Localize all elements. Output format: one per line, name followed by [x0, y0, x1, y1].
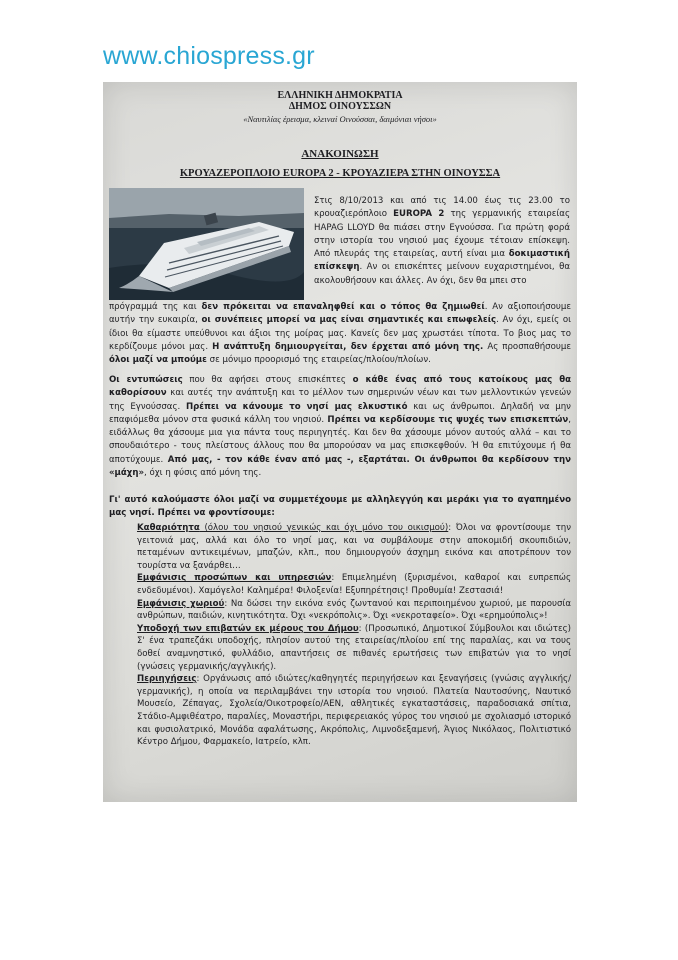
- emphasis: δεν πρόκειται να επαναληφθεί και ο τόπος θα ζημιωθεί: [201, 302, 485, 312]
- announcement-title: ΑΝΑΚΟΙΝΩΣΗ: [301, 148, 379, 160]
- emphasis: όλοι μαζί να μπούμε: [109, 355, 207, 366]
- text: , όχι η φύσις από μόνη της.: [144, 468, 262, 479]
- call-to-action: Γι' αυτό καλούμαστε όλοι μαζί να συμμετέχουμε με αλληλεγγύη και μεράκι για το αγαπημένο μας νησί. Πρέπει να φροντίσουμε:: [109, 495, 571, 519]
- item-text: : Επιμελημένη (ξυρισμένοι, καθαροί και ευπρεπώς ενδεδυμένοι). Χαμόγελο! Καλημέρα! Φιλοξενία! Εξυπηρέτησις! Προθυμία! Ζεστασιά!: [137, 573, 571, 596]
- announcement-photo: [103, 82, 577, 802]
- emphasis: Πρέπει να κερδίσουμε τις ψυχές των επισκεπτών: [327, 414, 569, 425]
- letterhead: [103, 90, 577, 125]
- text: που θα αφήσει στους επισκέπτες: [182, 375, 353, 385]
- paragraph-intro: [314, 195, 570, 288]
- cruise-ship-icon: [109, 188, 304, 300]
- item-text: : Να δώσει την εικόνα ενός ζωντανού και περιποιημένου χωριού, με παρουσία ανθρώπων, παιδιών, κινητικότητα. Όχι «νεκρόπολις». Όχι «νεκροταφείο». Όχι «ερημούπολις»!: [137, 598, 571, 622]
- emphasis: Πρέπει να κάνουμε το νησί μας ελκυστικό: [185, 401, 408, 412]
- letterhead-country: ΕΛΛΗΝΙΚΗ ΔΗΜΟΚΡΑΤΙΑ: [277, 90, 403, 101]
- text: της γερμανικής εταιρείας HAPAG LLOYD θα πιάσει στην Εγνούσσα. Για πρώτη φορά στην ιστορία του νησιού μας έχουμε τέτοιαν επίσκεψη. Από πλευράς της εταιρείας, αυτή είναι μια: [314, 209, 570, 260]
- emphasis: δοκιμαστική επίσκεψη: [314, 249, 570, 273]
- letterhead-motto: «Ναυτιλίας έρεισμα, κλειναί Οινούσσαι, δαιμόνιαι νήσοι»: [243, 114, 437, 124]
- letterhead-municipality: ΔΗΜΟΣ ΟΙΝΟΥΣΣΩΝ: [288, 101, 392, 112]
- task-list: [137, 522, 571, 749]
- text: . Αν οι επισκέπτες μείνουν ευχαριστημένοι, θα ακολουθήσουν και άλλες. Αν όχι, δεν θα μπει στο: [314, 262, 570, 286]
- emphasis: οι συνέπειες μπορεί να μας είναι σημαντικές και επωφελείς: [201, 315, 497, 326]
- text: , ειδάλλως θα χάσουμε μια για πάντα τους περιηγητές. Και δεν θα χάσουμε μόνον αυτούς αλλά – και το σπουδαιότερο - τους πλείστους άλλους που θα μπορούσαν να μας επισκεφθούν. Ή θα επιτύχουμε ή θα αποτύχουμε.: [109, 414, 571, 465]
- item-note: (όλου του νησιού γενικώς και όχι μόνο του οικισμού): [199, 523, 449, 533]
- list-item-appearance-people: [137, 572, 571, 597]
- list-item-reception: [137, 623, 571, 673]
- paragraph-impressions: [109, 374, 571, 480]
- site-url[interactable]: www.chiospress.gr: [103, 42, 315, 70]
- text: σε μόνιμο προορισμό της εταιρείας/πλοίου/πλοίων.: [206, 355, 431, 366]
- list-item-cleanliness: [137, 522, 571, 572]
- list-item-tours: [137, 673, 571, 749]
- item-heading: Καθαριότητα: [137, 523, 200, 533]
- text: . Αν αξιοποιήσουμε αυτήν την ευκαιρία,: [109, 302, 571, 326]
- announcement-subtitle: ΚΡΟΥΑΖΕΡΟΠΛΟΙΟ EUROPA 2 - ΚΡΟΥΑΖΙΕΡΑ ΣΤΗΝ ΟΙΝΟΥΣΣΑ: [179, 168, 501, 179]
- item-heading: Εμφάνισις προσώπων και υπηρεσιών: [137, 573, 332, 584]
- item-text: : (Προσωπικό, Δημοτικοί Σύμβουλοι και ιδιώτες) Σ' ένα τραπεζάκι υποδοχής, πλησίον αυτού της εταιρείας/πλοίου επί της παραλίας, και να τους δοθεί αναμνηστικό, φυλλάδιο, απαντήσεις σε πιθανές ερωτήσεις των επιβατών για το νησί (γνώσεις γερμανικής/αγγλικής).: [137, 623, 572, 672]
- text: πρόγραμμά της και: [109, 302, 202, 312]
- text: και αυτές την ανάπτυξη και το μέλλον των σημερινών νέων και των μελλοντικών γενεών της Εγνούσσας.: [109, 388, 571, 412]
- emphasis: Οι εντυπώσεις: [109, 375, 183, 385]
- emphasis: Η ανάπτυξη δημιουργείται, δεν έρχεται από μόνη της.: [212, 341, 484, 352]
- item-heading: Περιηγήσεις: [137, 674, 197, 685]
- item-heading: Υποδοχή των επιβατών εκ μέρους του Δήμου: [137, 623, 359, 634]
- emphasis: Από μας, - τον κάθε έναν από μας -, εξαρτάται. Οι άνθρωποι θα κερδίσουν την «μάχη»: [109, 454, 572, 479]
- paragraph-call-to-action: [109, 494, 571, 521]
- paragraph-intro-continued: [109, 301, 571, 367]
- ship-name: EUROPA 2: [393, 209, 445, 220]
- list-item-appearance-village: [137, 598, 571, 623]
- item-heading: Εμφάνισις χωριού: [137, 598, 225, 609]
- text: Στις 8/10/2013 και από τις 14.00 έως τις 23.00 το κρουαζιερόπλοιο: [314, 196, 570, 220]
- item-text: : Όλοι να φροντίσουμε την γειτονιά μας, αλλά και όλο το νησί μας, και να συμβάλουμε στην αποκομιδή σκουπιδιών, πεταμένων αντικειμένων, μπαζών, κλπ., που δημιουργούν άσχημη εικόνα και αποτρέπουν τον τουρίστα να ξανάρθει…: [137, 523, 571, 571]
- cruise-ship-photo: [109, 188, 304, 300]
- text: . Αν όχι, εμείς οι ίδιοι θα είμαστε υπεύθυνοι και άξιοι της μοίρας μας. Κανείς δεν μας χρωστάει τίποτα. Το βιος μας το κερδίζουμε μόνοι μας.: [109, 315, 571, 352]
- text: Ας προσπαθήσουμε: [483, 341, 571, 352]
- item-text: : Οργάνωσις από ιδιώτες/καθηγητές περιηγήσεων και ξεναγήσεις (γνώσις αγγλικής/γερμανικής), η οποία να περιλαμβάνει την ιστορία του νησιού. Πλατεία Ναυτοσύνης, Ναυτικό Μουσείο, Ζέπαγας, Σχολεία/Οικοτροφείο/ΑΕΝ, αθλητικές εγκαταστάσεις, παραδοσιακά σπίτια, Στάδιο-Αμφιθέατρο, παραλίες, Μοναστήρι, περιφερειακός γύρος του νησιού με σχολιασμό ιστορικό και φυσιολατρικό, Μονάδα αφαλάτωσης, Ακρόπολις, Λιμνοδεξαμενή, Άγιος Νικόλαος, Πολιτιστικό Κέντρο Δήμου, Φαρμακείο, Ιατρείο, κλπ.: [137, 674, 571, 748]
- emphasis: ο κάθε ένας από τους κατοίκους μας θα καθορίσουν: [109, 375, 572, 399]
- text: και ως άνθρωποι. Δηλαδή να μην επαφιόμεθα μόνον στα φυσικά κάλλη του νησιού.: [109, 401, 571, 425]
